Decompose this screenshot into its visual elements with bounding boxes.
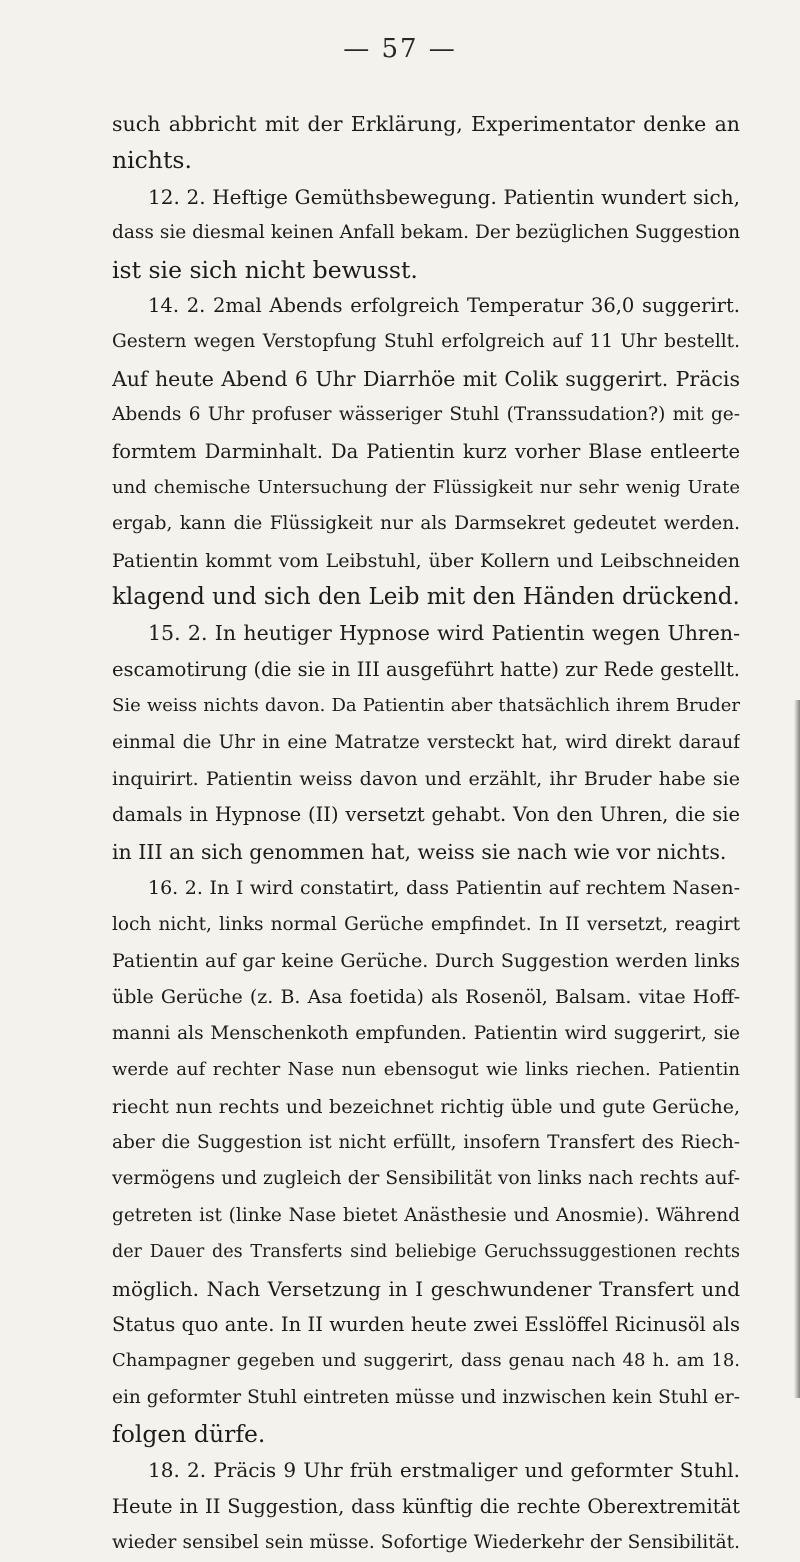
text-line: aber die Suggestion ist nicht erfüllt, insofern Transfert des Riech- [112,1131,740,1153]
text-line: üble Gerüche (z. B. Asa foetida) als Rosenöl, Balsam. vitae Hoff- [112,986,740,1009]
text-line: Gestern wegen Verstopfung Stuhl erfolgreich auf 11 Uhr bestellt. [112,331,740,353]
text-line: Heute in II Suggestion, dass künftig die rechte Oberextremität [112,1494,740,1518]
text-line: werde auf rechter Nase nun ebensogut wie links riechen. Patientin [112,1059,740,1081]
text-line: 12. 2. Heftige Gemüthsbewegung. Patientin wundert sich, [148,184,740,209]
text-line: riecht nun rechts und bezeichnet richtig üble und gute Gerüche, [112,1095,740,1118]
text-line: vermögens und zugleich der Sensibilität von links nach rechts auf- [112,1168,740,1190]
text-line: loch nicht, links normal Gerüche empfindet. In II versetzt, reagirt [112,913,740,935]
text-line: Patientin kommt vom Leibstuhl, über Kollern und Leibschneiden [112,549,740,572]
text-line: und chemische Untersuchung der Flüssigkeit nur sehr wenig Urate [112,476,740,498]
text-line: Patientin auf gar keine Gerüche. Durch Suggestion werden links [112,949,740,972]
text-line: escamotirung (die sie in III ausgeführt hatte) zur Rede gestellt. [112,657,740,681]
text-line: Status quo ante. In II wurden heute zwei Esslöffel Ricinusöl als [112,1312,740,1336]
text-line: folgen dürfe. [112,1420,266,1449]
text-line: möglich. Nach Versetzung in I geschwundener Transfert und [112,1276,740,1301]
text-line: 16. 2. In I wird constatirt, dass Patientin auf rechtem Nasen- [148,877,740,900]
text-line: Auf heute Abend 6 Uhr Diarrhöe mit Colik suggerirt. Präcis [112,366,740,391]
text-line: wieder sensibel sein müsse. Sofortige Wiederkehr der Sensibilität. [112,1532,740,1554]
text-line: getreten ist (linke Nase bietet Anästhesie und Anosmie). Während [112,1204,740,1226]
text-line: in III an sich genommen hat, weiss sie nach wie vor nichts. [112,839,727,864]
text-line: such abbricht mit der Erklärung, Experimentator denke an [112,112,740,136]
text-line: 14. 2. 2mal Abends erfolgreich Temperatur 36,0 suggerirt. [148,293,740,317]
text-line: Sie weiss nichts davon. Da Patientin aber thatsächlich ihrem Bruder [112,695,740,717]
text-line: klagend und sich den Leib mit den Händen drückend. [112,584,740,611]
text-line: dass sie diesmal keinen Anfall bekam. Der bezüglichen Suggestion [112,222,740,244]
page-edge-shadow [794,700,800,1398]
text-line: 15. 2. In heutiger Hypnose wird Patientin wegen Uhren- [148,621,740,646]
text-line: inquirirt. Patientin weiss davon und erzählt, ihr Bruder habe sie [112,768,740,791]
text-line: manni als Menschenkoth empfunden. Patientin wird suggerirt, sie [112,1022,740,1044]
text-line: ergab, kann die Flüssigkeit nur als Darmsekret gedeutet werden. [112,513,740,535]
text-line: ein geformter Stuhl eintreten müsse und inzwischen kein Stuhl er- [112,1386,740,1408]
text-line: 18. 2. Präcis 9 Uhr früh erstmaliger und geformter Stuhl. [148,1458,740,1483]
text-line: der Dauer des Transferts sind beliebige Geruchssuggestionen rechts [112,1242,740,1263]
text-line: Champagner gegeben und suggerirt, dass genau nach 48 h. am 18. [112,1350,740,1372]
text-line: damals in Hypnose (II) versetzt gehabt. Von den Uhren, die sie [112,803,740,827]
text-line: formtem Darminhalt. Da Patientin kurz vorher Blase entleerte [112,439,740,463]
text-line: ist sie sich nicht bewusst. [112,255,418,284]
text-line: einmal die Uhr in eine Matratze versteckt hat, wird direkt darauf [112,731,740,753]
text-line: Abends 6 Uhr profuser wässeriger Stuhl (Transsudation?) mit ge- [112,404,740,426]
body-text [112,106,740,1562]
text-line: nichts. [112,146,192,175]
page-number: — 57 — [343,34,457,64]
